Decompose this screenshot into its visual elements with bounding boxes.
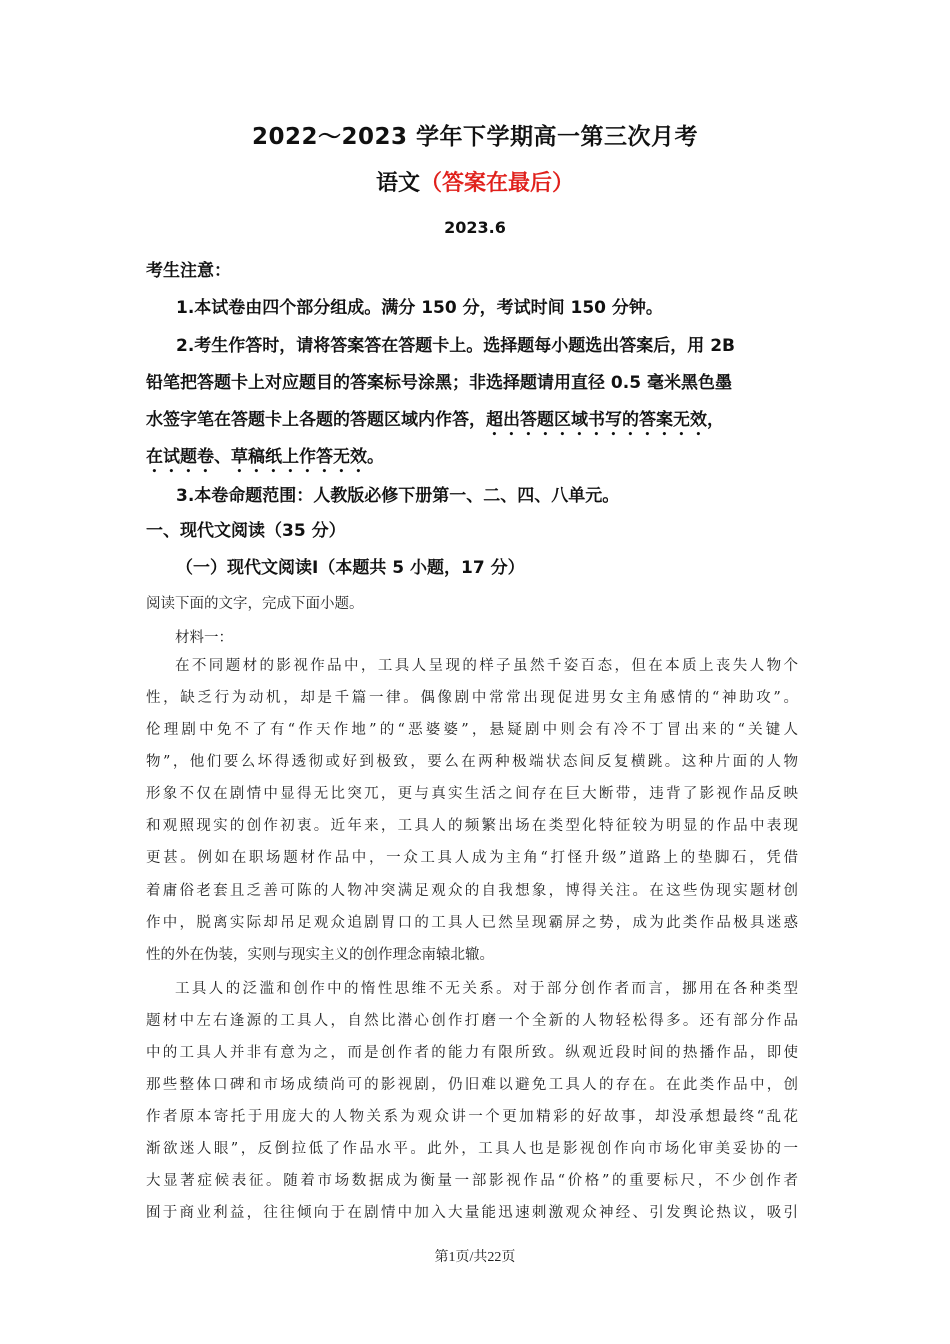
notice-item-2-line-4-emphasis: 在试题卷、草稿纸上作答无效 xyxy=(146,447,367,467)
passage-line: 工具人的泛滥和创作中的惰性思维不无关系。对于部分创作者而言，挪用在各种类型 xyxy=(175,981,798,997)
passage-line: 作中，脱离实际却吊足观众追剧胃口的工具人已然呈现霸屏之势，成为此类作品极具迷惑 xyxy=(146,915,798,931)
passage-line: 性，缺乏行为动机，却是千篇一律。偶像剧中常常出现促进男女主角感情的“神助攻”。 xyxy=(146,690,798,706)
passage-line: 物”，他们要么坏得透彻或好到极致，要么在两种极端状态间反复横跳。这种片面的人物 xyxy=(146,754,798,770)
notice-item-2-line-4 xyxy=(146,442,384,477)
passage-line: 大显著症候表征。随着市场数据成为衡量一部影视作品“价格”的重要标尺，不少创作者 xyxy=(146,1173,798,1189)
passage-line: 伦理剧中免不了有“作天作地”的“恶婆婆”，悬疑剧中则会有冷不丁冒出来的“关键人 xyxy=(146,722,798,738)
passage-line: 形象不仅在剧情中显得无比突兀，更与真实生活之间存在巨大断带，违背了影视作品反映 xyxy=(146,786,798,802)
section-subheading: （一）现代文阅读Ⅰ（本题共 5 小题，17 分） xyxy=(176,558,525,578)
notice-item-2-line-3-plain: 水签字笔在答题卡上各题的答题区域内作答， xyxy=(146,410,486,430)
notice-item-2-line-4-end: 。 xyxy=(367,447,384,467)
page-number: 第1页/共22页 xyxy=(434,1250,516,1265)
material-label: 材料一： xyxy=(175,630,233,646)
exam-date: 2023.6 xyxy=(444,218,506,237)
notice-item-2-line-1: 2.考生作答时，请将答案答在答题卡上。选择题每小题选出答案后，用 2B xyxy=(176,336,735,356)
passage-line: 着庸俗老套且乏善可陈的人物冲突满足观众的自我想象，博得关注。在这些伪现实题材创 xyxy=(146,883,798,899)
passage-line: 题材中左右逢源的工具人，自然比潜心创作打磨一个全新的人物轻松得多。还有部分作品 xyxy=(146,1013,798,1029)
passage-line: 和观照现实的创作初衷。近年来，工具人的频繁出场在类型化特征较为明显的作品中表现 xyxy=(146,818,798,834)
subject-name: 语文 xyxy=(375,171,420,196)
notice-item-2-line-2: 铅笔把答题卡上对应题目的答案标号涂黑；非选择题请用直径 0.5 毫米黑色墨 xyxy=(146,373,732,393)
exam-title: 2022～2023 学年下学期高一第三次月考 xyxy=(251,124,699,150)
passage-line: 渐欲迷人眼”，反倒拉低了作品水平。此外，工具人也是影视创作向市场化审美妥协的一 xyxy=(146,1141,798,1157)
subject-heading xyxy=(0,166,950,197)
notice-item-1: 1.本试卷由四个部分组成。满分 150 分，考试时间 150 分钟。 xyxy=(176,298,663,318)
passage-line: 中的工具人并非有意为之，而是创作者的能力有限所致。纵观近段时间的热播作品，即使 xyxy=(146,1045,798,1061)
passage-line: 性的外在伪装，实则与现实主义的创作理念南辕北辙。 xyxy=(146,947,494,963)
passage-line: 作者原本寄托于用庞大的人物关系为观众讲一个更加精彩的好故事，却没承想最终“乱花 xyxy=(146,1109,798,1125)
section-heading: 一、现代文阅读（35 分） xyxy=(146,521,346,541)
notice-item-2-line-3-emphasis: 超出答题区域书写的答案无效， xyxy=(486,410,724,430)
passage-line: 囿于商业利益，往往倾向于在剧情中加入大量能迅速刺激观众神经、引发舆论热议，吸引 xyxy=(146,1205,798,1221)
notice-heading: 考生注意： xyxy=(146,261,231,281)
reading-instruction: 阅读下面的文字，完成下面小题。 xyxy=(146,596,364,612)
passage-line: 那些整体口碑和市场成绩尚可的影视剧，仍旧难以避免工具人的存在。在此类作品中，创 xyxy=(146,1077,798,1093)
notice-item-2-line-3 xyxy=(146,405,724,440)
passage-line: 在不同题材的影视作品中，工具人呈现的样子虽然千姿百态，但在本质上丧失人物个 xyxy=(175,658,798,674)
answer-location-note: （答案在最后） xyxy=(420,171,575,196)
notice-item-3: 3.本卷命题范围：人教版必修下册第一、二、四、八单元。 xyxy=(176,486,620,506)
passage-line: 更甚。例如在职场题材作品中，一众工具人成为主角“打怪升级”道路上的垫脚石，凭借 xyxy=(146,850,798,866)
